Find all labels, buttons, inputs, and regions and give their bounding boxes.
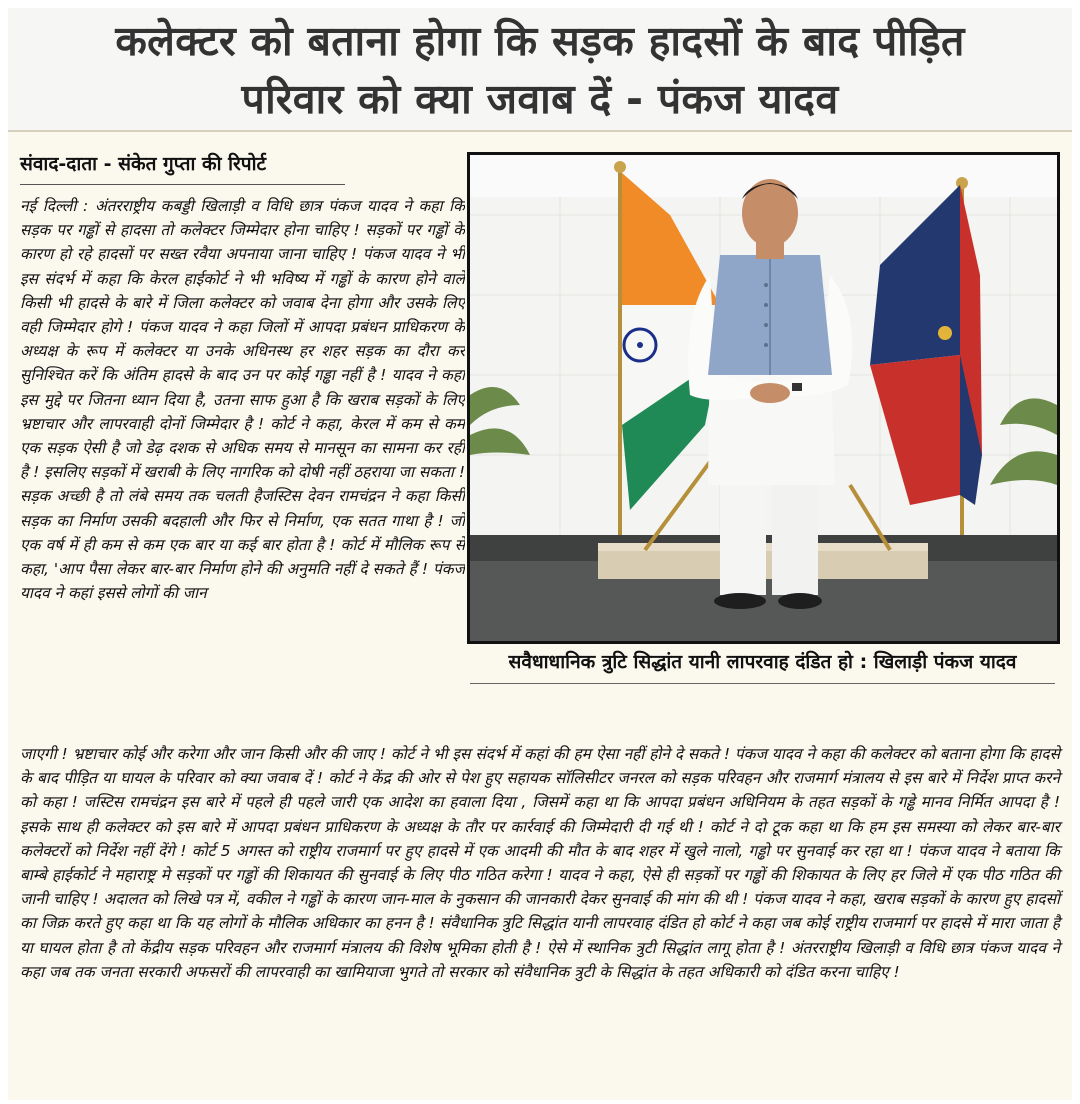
article-full-width-text: जाएगी ! भ्रष्टाचार कोई और करेगा और जान किसी और की जाए ! कोर्ट ने भी इस संदर्भ में कहां की हम ऐसा नहीं होने दे सकते ! पंकज यादव ने कहा की कलेक्टर को बताना होगा कि हादसे के बाद पीड़ित या घायल के परिवार को क्या जवाब दें ! कोर्ट ने केंद्र की ओर से पेश हुए सहायक सॉलिसीटर जनरल को सड़क परिवहन और राजमार्ग मंत्रालय से इस बारे में निर्देश प्राप्त करने को कहा ! जस्टिस रामचंद्रन इस बारे में पहले ही पहले जारी एक आदेश का हवाला दिया , जिसमें कहा था कि आपदा प्रबंधन अधिनियम के तहत सड़कों के गड्ढे मानव निर्मित आपदा है ! इसके साथ ही कलेक्टर को इस बारे में आपदा प्रबंधन प्राधिकरण के अध्यक्ष के तौर पर कार्रवाई की जिम्मेदारी दी गई थी ! कोर्ट ने दो टूक कहा था कि हम इस समस्या को लेकर बार-बार कलेक्टरों को निर्देश नहीं देंगे ! कोर्ट 5 अगस्त को राष्ट्रीय राजमार्ग पर हुए हादसे में एक आदमी की मौत के बाद शहर में खुले नालो, गड्ढो पर सुनवाई कर रहा था ! पंकज यादव ने बताया कि बाम्बे हाईकोर्ट ने महाराष्ट्र मे सड़कों पर गड्ढों की शिकायत की सुनवाई के लिए पीठ गठित करेगा ! यादव ने कहा, ऐसे ही सड़कों पर गड्ढों की शिकायत के लिए हर जिले में एक पीठ गठित की जानी चाहिए ! अदालत को लिखे पत्र में, वकील ने गड्ढों के कारण जान-माल के नुकसान की जानकारी देकर सुनवाई की मांग की थी ! पंकज यादव ने कहा, खराब सड़कों के कारण हुए हादसों का जिक्र करते हुए कहा था कि यह लोगों के मौलिक अधिकार का हनन है ! संवैधानिक त्रुटि सिद्धांत यानी लापरवाह दंडित हो कोर्ट ने कहा जब कोई राष्ट्रीय राजमार्ग पर हादसे में मारा जाता है या घायल होता है तो केंद्रीय सड़क परिवहन और राजमार्ग मंत्रालय की विशेष भूमिका होती है ! ऐसे में स्थानिक त्रुटी सिद्धांत लागू होता है ! अंतरराष्ट्रीय खिलाड़ी व विधि छात्र पंकज यादव ने कहा जब तक जनता सरकारी अफसरों की लापरवाही का खामियाजा भुगते तो सरकार को संवैधानिक त्रुटी के सिद्धांत के तहत अधिकारी को दंडित करना चाहिए ! (20, 745, 1060, 981)
byline: संवाद-दाता - संकेत गुप्ता की रिपोर्ट (20, 150, 345, 185)
article-photo (467, 152, 1060, 644)
headline-banner (8, 8, 1072, 132)
photo-caption: सवैधाधानिक त्रुटि सिद्धांत यानी लापरवाह दंडित हो : खिलाड़ी पंकज यादव (470, 648, 1055, 684)
headline-line-1: कलेक्टर को बताना होगा कि सड़क हादसों के बाद पीड़ित (115, 17, 965, 65)
headline-line-2: परिवार को क्या जवाब दें - पंकज यादव (241, 75, 839, 123)
article-left-column: नई दिल्ली : अंतरराष्ट्रीय कबड्डी खिलाड़ी व विधि छात्र पंकज यादव ने कहा कि सड़क पर गड्ढों से हादसा तो कलेक्टर जिम्मेदार होना चाहिए ! सड़कों पर गड्ढों के कारण हो रहे हादसों पर सख्त रवैया अपनाया जाना चाहिए ! पंकज यादव ने भी इस संदर्भ में कहा कि केरल हाईकोर्ट ने भी भविष्य में गड्ढों के कारण होने वाले किसी भी हादसे के बारे में जिला कलेक्टर को जवाब देना होगा और उसके लिए वही जिम्मेदार होगे ! पंकज यादव ने कहा जिलों में आपदा प्रबंधन प्राधिकरण के अध्यक्ष के रूप में कलेक्टर या उनके अधिनस्थ हर शहर सड़क का दौरा कर सुनिश्चित करें कि अंतिम हादसे के बाद उन पर कोई गड्ढा नहीं है ! यादव ने कहा इस मुद्दे पर जितना ध्यान दिया है, उतना साफ हुआ है कि खराब सड़कों के लिए भ्रष्टाचार और लापरवाही दोनों जिम्मेदार है ! कोर्ट ने कहा, केरल में कम से कम एक सड़क ऐसी है जो डेढ़ दशक से अधिक समय से मानसून का सामना कर रही है ! इसलिए सड़कों में खराबी के लिए नागरिक को दोषी नहीं ठहराया जा सकता ! सड़क अच्छी है तो लंबे समय तक चलती हैजस्टिस देवन रामचंद्रन ने कहा किसी सड़क का निर्माण उसकी बदहाली और फिर से निर्माण, एक सतत गाथा है ! जो एक वर्ष में ही कम से कम एक बार या कई बार होता है ! कोर्ट में मौलिक रूप से कहा, 'आप पैसा लेकर बार-बार निर्माण होने की अनुमति नहीं दे सकते हैं ! पंकज यादव ने कहां इससे लोगों की जान (20, 197, 465, 603)
article-body (8, 132, 1072, 1100)
headline (8, 8, 1072, 128)
